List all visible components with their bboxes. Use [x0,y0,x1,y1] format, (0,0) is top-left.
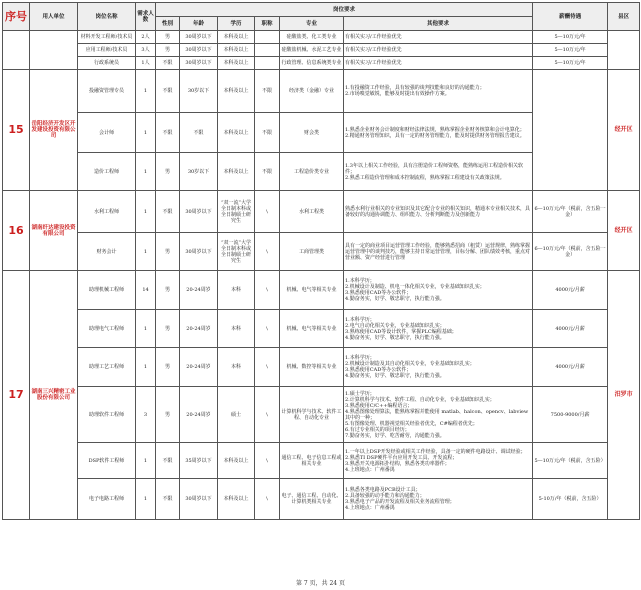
salary-cell: 5—10万元/年 [533,31,608,44]
header-major: 专业 [280,17,344,31]
major-cell: 电子、通信工程、自动化、计算机类相关专业 [280,479,344,520]
gender-cell: 男 [156,271,180,310]
title-cell [255,44,280,57]
table-row [3,479,640,520]
other-requirements-cell: 1.硕士学历； 2.计算机科学与技术、软件工程、自动化专业，专业基础知识扎实； 3.熟悉使用C/C++编程语言； 4.熟悉图像处理算法，能熟练掌握并能使用 matlab、halcon、opencv、labview其中的一种； 5.有图像处理、机器视觉相关经验者优先，C#编程者优先； 6.有过专业相关的项目经历； 7.勤奋务实，好学、吃苦耐劳，沟通能力强。 [344,387,533,443]
header-county: 县区 [608,3,640,31]
major-cell: 硅酸盐类、化工类专业 [280,31,344,44]
table-row [3,31,640,44]
major-cell: 工程造价类专业 [280,153,344,191]
title-cell: \ [255,191,280,233]
other-requirements-cell: 1.本科学历； 2.电气自动化相关专业，专业基础知识扎实； 3.熟练使用CAD等设计软件，掌握PLC编程基础； 4.勤奋务实，好学、敬忠职守，执行能力强。 [344,310,533,348]
major-cell: 机械、电气等相关专业 [280,310,344,348]
title-cell: \ [255,387,280,443]
other-requirements-cell: 有相关实习/工作经验优先 [344,44,533,57]
table-row [3,271,640,310]
table-row [3,348,640,387]
age-cell: 30周岁以下 [180,191,218,233]
header-position: 岗位名称 [78,3,136,31]
education-cell: “双一流”大学全日制本科或全日制硕士研究生 [218,233,255,271]
position-cell: 助理电气工程师 [78,310,136,348]
table-row [3,191,640,233]
gender-cell: 男 [156,387,180,443]
age-cell: 20-24周岁 [180,387,218,443]
count-cell: 1 [136,113,156,153]
count-cell: 3 [136,387,156,443]
age-cell: 30周岁以下 [180,57,218,70]
gender-cell: 男 [156,44,180,57]
seq-number-cell: 17 [3,271,30,520]
education-cell: 本科及以上 [218,113,255,153]
other-requirements-cell: 1.3年以上相关工作经验，具有注册造价工程师资格，能熟练运用工程造价相关软件； 2.熟悉工程造价管理和成本控制流程，熟练掌握工程建设有关政策法规。 [344,153,533,191]
count-cell: 1 [136,479,156,520]
education-cell: 本科及以上 [218,443,255,479]
title-cell: 不限 [255,113,280,153]
salary-cell: 4000元/月薪 [533,348,608,387]
employer-cell [30,31,78,70]
age-cell: 30周岁以下 [180,44,218,57]
age-cell: 35周岁以下 [180,443,218,479]
job-table [2,2,640,520]
major-cell: 水利工程类 [280,191,344,233]
count-cell: 3人 [136,44,156,57]
table-row [3,44,640,57]
header-requirements: 岗位要求 [156,3,533,17]
employer-cell: 岳阳经济开发区开发建设投资有限公司 [30,70,78,191]
county-cell: 经开区 [608,191,640,271]
position-cell: DSP软件工程师 [78,443,136,479]
title-cell: \ [255,310,280,348]
position-cell: 助理软件工程师 [78,387,136,443]
major-cell: 机械、数控等相关专业 [280,348,344,387]
table-row [3,70,640,113]
major-cell: 通信工程、电子信息工程或相关专业 [280,443,344,479]
title-cell [255,31,280,44]
other-requirements-cell: 1.本科学历； 2.机械设计及制造、机电一体化相关专业，专业基础知识扎实； 3.熟悉使用CAD等办公软件； 4.勤奋务实，好学、敬忠职守，执行能力强。 [344,271,533,310]
other-requirements-cell: 有相关实习/工作经验优先 [344,31,533,44]
salary-cell: 4000元/月薪 [533,310,608,348]
other-requirements-cell: 1.一年以上DSP开发经验或相关工作经验，具备一定的硬件电路设计、调试经验； 2.熟悉TI DSP硬件平台应用开发工具、开发流程； 3.熟悉开关电源拓扑结构，熟悉各类功率器件； 4.上班地点：广州番禺 [344,443,533,479]
gender-cell: 不限 [156,191,180,233]
position-cell: 材料开发工程师/技术员 [78,31,136,44]
employer-cell: 湖南三兴精密工业股份有限公司 [30,271,78,520]
gender-cell: 男 [156,153,180,191]
other-requirements-cell: 有相关实习/工作经验优先 [344,57,533,70]
header-title: 职称 [255,17,280,31]
header-unit: 用人单位 [30,3,78,31]
title-cell: \ [255,479,280,520]
education-cell: 硕士 [218,387,255,443]
page-footer: 第 7 页，共 24 页 [295,580,346,587]
table-row [3,310,640,348]
position-cell: 水利工程师 [78,191,136,233]
education-cell: 本科及以上 [218,44,255,57]
header-count: 需求人数 [136,3,156,31]
header-seq: 序号 [3,3,30,31]
age-cell: 30岁以下 [180,70,218,113]
table-row [3,233,640,271]
education-cell: 本科 [218,348,255,387]
header-age: 年龄 [180,17,218,31]
count-cell: 1 [136,191,156,233]
count-cell: 1 [136,233,156,271]
gender-cell: 男 [156,310,180,348]
header-education: 学历 [218,17,255,31]
job-listing-sheet [2,2,639,570]
title-cell [255,57,280,70]
position-cell: 投融资管理专员 [78,70,136,113]
gender-cell: 男 [156,233,180,271]
title-cell: \ [255,271,280,310]
header-gender: 性别 [156,17,180,31]
position-cell: 助理机械工程师 [78,271,136,310]
major-cell: 工商管理类 [280,233,344,271]
major-cell: 行政管理、信息系统类专业 [280,57,344,70]
salary-cell: 5—10万元/年 [533,44,608,57]
title-cell: 不限 [255,70,280,113]
other-requirements-cell: 具有一定的商业项目运营管理工作经验，能够熟悉招商（租赁）运营规律，熟练掌握运营管理中的谈判技巧，能够主持日常运营管理，目标分解、团队绩效考核，重点对营业额、资产经营进行管理 [344,233,533,271]
position-cell: 应用工程师/技术员 [78,44,136,57]
gender-cell: 不限 [156,70,180,113]
header-salary: 薪酬待遇 [533,3,608,31]
table-body [3,31,640,520]
age-cell: 20-24周岁 [180,348,218,387]
position-cell: 造价工程师 [78,153,136,191]
county-cell: 经开区 [608,70,640,191]
title-cell: \ [255,443,280,479]
salary-cell: 5-10万/年（税前，含五险） [533,479,608,520]
education-cell: 本科及以上 [218,153,255,191]
major-cell: 硅酸盐机械、水泥工艺专业 [280,44,344,57]
count-cell: 1 [136,443,156,479]
title-cell: \ [255,348,280,387]
title-cell: \ [255,233,280,271]
education-cell: “双一流”大学全日制本科或全日制硕士研究生 [218,191,255,233]
employer-cell: 湖南纤达建设投资有限公司 [30,191,78,271]
seq-number-cell [3,31,30,70]
count-cell: 14 [136,271,156,310]
gender-cell: 不限 [156,443,180,479]
salary-cell: 5—10万元/年（税前，含五险） [533,443,608,479]
salary-cell: 7500-9000/月薪 [533,387,608,443]
education-cell: 本科 [218,271,255,310]
salary-cell: 6—10万元/年（税前，含五险一金） [533,191,608,233]
major-cell: 财会类 [280,113,344,153]
age-cell: 不限 [180,113,218,153]
age-cell: 20-24周岁 [180,271,218,310]
salary-cell: 6—10万元/年（税前，含五险一金） [533,233,608,271]
header-other: 其他要求 [344,17,533,31]
county-cell: 汨罗市 [608,271,640,520]
other-requirements-cell: 熟悉水利行业相关的专业知识及其它配合专业的相关知识，精通本专业相关技术，具备较好的沟通协调能力、组织能力、分析判断能力及创新能力 [344,191,533,233]
seq-number-cell: 15 [3,70,30,191]
table-row [3,57,640,70]
count-cell: 1 [136,310,156,348]
other-requirements-cell: 1.有投融资工作经验，具有较强的谈判技能和良好的沟通能力； 2.市场嗅觉敏锐，能够及时提出有效操作方案。 [344,70,533,113]
major-cell: 经济类（金融）专业 [280,70,344,113]
salary-cell: 4000元/月薪 [533,271,608,310]
table-row [3,387,640,443]
count-cell: 1人 [136,57,156,70]
position-cell: 行政系统员 [78,57,136,70]
other-requirements-cell: 1.熟悉企业财务会计制度和财经法律法规，熟练掌握企业财务核算和会计电算化； 2.精通财务管理知识，具有一定的财务管理能力，能及时提供财务管理报告建议。 [344,113,533,153]
salary-cell [533,70,608,191]
gender-cell: 不限 [156,113,180,153]
education-cell: 本科及以上 [218,31,255,44]
gender-cell: 男 [156,348,180,387]
count-cell: 1 [136,348,156,387]
position-cell: 助理工艺工程师 [78,348,136,387]
count-cell: 1 [136,153,156,191]
salary-cell: 5—10万元/年 [533,57,608,70]
seq-number-cell: 16 [3,191,30,271]
major-cell: 机械、电气等相关专业 [280,271,344,310]
title-cell: 不限 [255,153,280,191]
age-cell: 30周岁以下 [180,31,218,44]
count-cell: 2人 [136,31,156,44]
other-requirements-cell: 1.熟悉各类电路及PCB设计工具； 2.具备较强的动手能力和沟通能力； 3.熟悉电子产品的开发流程及相关业务流程管理； 4.上班地点：广州番禺 [344,479,533,520]
position-cell: 电子电路工程师 [78,479,136,520]
age-cell: 30岁以下 [180,153,218,191]
education-cell: 本科及以上 [218,70,255,113]
age-cell: 20-24周岁 [180,310,218,348]
gender-cell: 男 [156,31,180,44]
gender-cell: 不限 [156,479,180,520]
other-requirements-cell: 1.本科学历； 2.机械设计制造及其自动化相关专业，专业基础知识扎实； 3.熟悉使用CAD等办公软件； 4.勤奋务实，好学、敬忠职守，执行能力强。 [344,348,533,387]
education-cell: 本科及以上 [218,479,255,520]
position-cell: 会计师 [78,113,136,153]
gender-cell: 不限 [156,57,180,70]
count-cell: 1 [136,70,156,113]
education-cell: 本科 [218,310,255,348]
education-cell: 本科及以上 [218,57,255,70]
position-cell: 财务会计 [78,233,136,271]
major-cell: 计算机科学与技术、软件工程、自动化专业 [280,387,344,443]
county-cell [608,31,640,70]
age-cell: 30周岁以下 [180,479,218,520]
table-row [3,443,640,479]
age-cell: 30周岁以下 [180,233,218,271]
